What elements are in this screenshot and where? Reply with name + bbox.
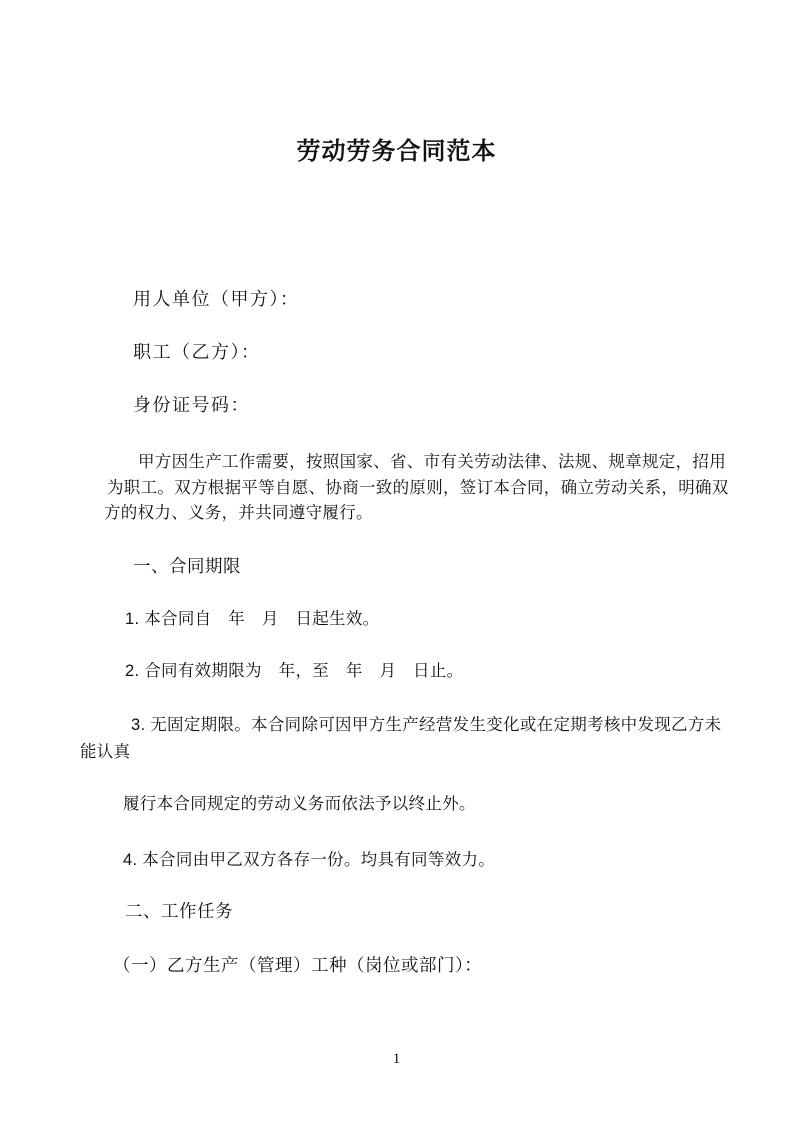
intro-paragraph-line-2: 为职工。双方根据平等自愿、协商一致的原则，签订本合同，确立劳动关系，明确双 — [107, 479, 729, 497]
section-1-clause-2: 2. 合同有效期限为 年，至 年 月 日止。 — [125, 662, 464, 680]
section-1-clause-1: 1. 本合同自 年 月 日起生效。 — [125, 610, 380, 628]
section-2-heading: 二、工作任务 — [125, 901, 233, 921]
section-1-clause-4: 4. 本合同由甲乙双方各存一份。均具有同等效力。 — [123, 851, 496, 869]
intro-paragraph-line-1: 甲方因生产工作需要，按照国家、省、市有关劳动法律、法规、规章规定，招用 — [138, 453, 726, 471]
page-number: 1 — [392, 1051, 401, 1067]
party-a-label: 用人单位（甲方）： — [133, 289, 300, 309]
party-b-label: 职工（乙方）： — [133, 342, 261, 362]
id-number-label: 身份证号码： — [133, 395, 250, 415]
section-1-clause-3-line-1: 3. 无固定期限。本合同除可因甲方生产经营发生变化或在定期考核中发现乙方未 — [131, 716, 722, 734]
section-1-clause-3-line-3: 履行本合同规定的劳动义务而依法予以终止外。 — [123, 795, 476, 813]
document-title: 劳动劳务合同范本 — [296, 138, 497, 165]
section-1-heading: 一、合同期限 — [133, 556, 241, 576]
section-2-item-1: （一）乙方生产（管理）工种（岗位或部门）： — [113, 955, 483, 975]
intro-paragraph-line-3: 方的权力、义务，并共同遵守履行。 — [104, 504, 373, 522]
section-1-clause-3-line-2: 能认真 — [80, 743, 131, 761]
